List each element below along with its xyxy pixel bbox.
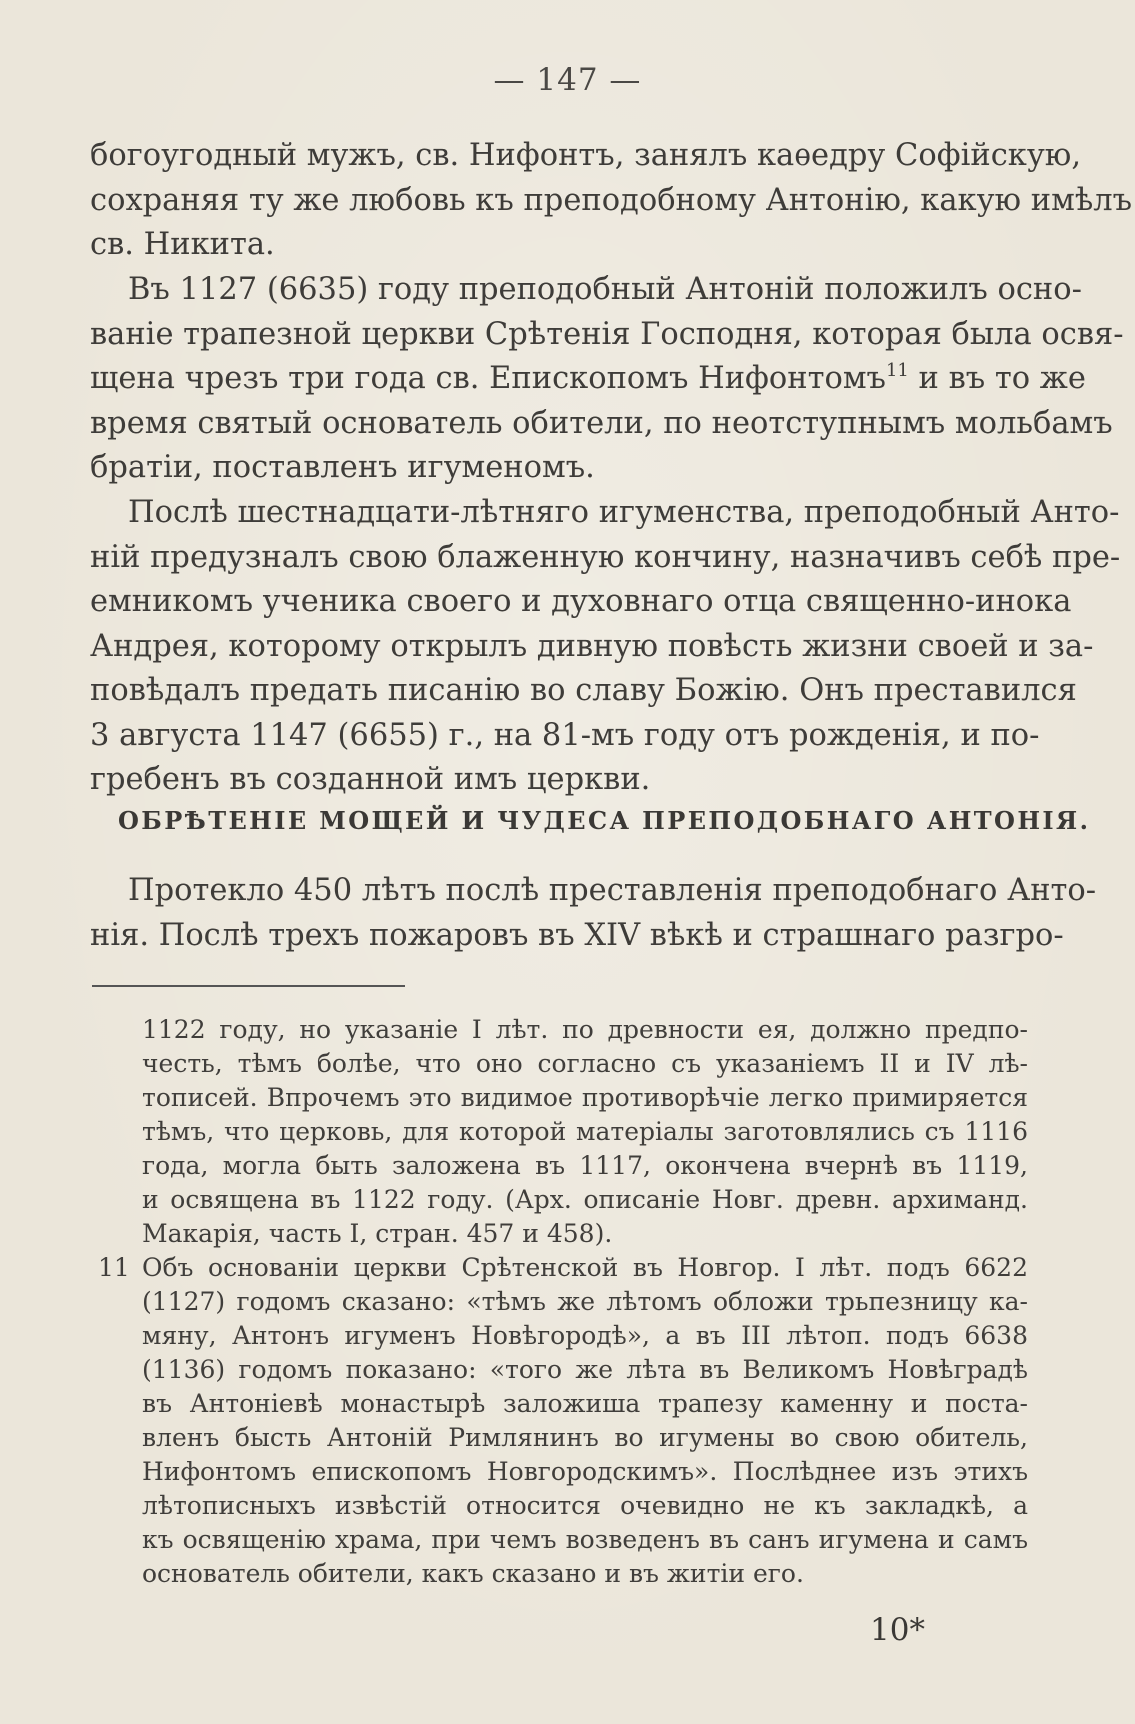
text-line: 3 августа 1147 (6655) г., на 81-мъ году отъ рожденія, и по- xyxy=(90,717,1040,753)
footnote-11 xyxy=(90,1251,1028,1591)
footnote-line: Объ основаніи церкви Срѣтенской въ Новгор. I лѣт. подъ 6622 xyxy=(142,1253,1028,1282)
text-line: емникомъ ученика своего и духовнаго отца священно-инока xyxy=(90,584,1072,619)
text-line-part: и въ то же xyxy=(908,361,1086,396)
main-text xyxy=(90,134,1133,268)
text-line: время святый основатель обители, по неотступнымъ мольбамъ xyxy=(90,405,1113,441)
paragraph-3 xyxy=(90,491,1121,803)
paragraph-2 xyxy=(90,268,1124,491)
footnote-line: вленъ бысть Антоній Римлянинъ во игумены во свою обитель, xyxy=(142,1423,1028,1452)
section-title: ОБРѢТЕНІЕ МОЩЕЙ И ЧУДЕСА ПРЕПОДОБНАГО АНТОНІЯ. xyxy=(118,806,1091,835)
text-line: нія. Послѣ трехъ пожаровъ въ XIV вѣкѣ и страшнаго разгро- xyxy=(90,917,1064,953)
footnote-line: тописей. Впрочемъ это видимое противорѣчіе легко примиряется xyxy=(142,1083,1028,1112)
footnote-line: въ Антоніевѣ монастырѣ заложиша трапезу каменну и поста- xyxy=(142,1389,1028,1418)
paragraph-4 xyxy=(90,869,1097,958)
footnote-divider xyxy=(92,985,405,987)
text-line: ній предузналъ свою блаженную кончину, назначивъ себѣ пре- xyxy=(90,539,1121,575)
footnote-ref[interactable]: 11 xyxy=(885,360,909,381)
text-line: Андрея, которому открылъ дивную повѣсть жизни своей и за- xyxy=(90,628,1094,664)
text-line: Въ 1127 (6635) году преподобный Антоній положилъ осно- xyxy=(128,272,1082,307)
text-line: братіи, поставленъ игуменомъ. xyxy=(90,450,595,485)
footnote-line: 1122 году, но указаніе I лѣт. по древности ея, должно предпо- xyxy=(142,1015,1028,1044)
footnote-line: къ освященію храма, при чемъ возведенъ въ санъ игумена и самъ xyxy=(142,1525,1028,1554)
text-line: св. Никита. xyxy=(90,227,275,262)
text-line: гребенъ въ созданной имъ церкви. xyxy=(90,762,651,797)
footnote-line: тѣмъ, что церковь, для которой матеріалы заготовлялись съ 1116 xyxy=(142,1117,1028,1146)
footnote-line: года, могла быть заложена въ 1117, окончена вчернѣ въ 1119, xyxy=(142,1151,1028,1180)
text-line-with-footnote xyxy=(90,357,1086,402)
footnote-line: Макарія, часть I, стран. 457 и 458). xyxy=(142,1219,613,1248)
text-line: повѣдалъ предать писанію во славу Божію. Онъ преставился xyxy=(90,673,1077,708)
text-line-part: щена чрезъ три года св. Епископомъ Нифонтомъ xyxy=(90,361,886,396)
text-line: Послѣ шестнадцати-лѣтняго игуменства, преподобный Анто- xyxy=(128,495,1120,530)
footnote-line: и освящена въ 1122 году. (Арх. описаніе Новг. древн. архиманд. xyxy=(142,1185,1028,1214)
footnote-line: честь, тѣмъ болѣе, что оно согласно съ указаніемъ II и IV лѣ- xyxy=(142,1049,1028,1078)
text-line: Протекло 450 лѣтъ послѣ преставленія преподобнаго Анто- xyxy=(128,873,1097,908)
footnote-line: лѣтописныхъ извѣстій относится очевидно не къ закладкѣ, а xyxy=(142,1491,1028,1520)
footnote-10-continued xyxy=(90,1013,1028,1251)
footnote-line: мяну, Антонъ игуменъ Новѣгородѣ», а въ III лѣтоп. подъ 6638 xyxy=(142,1321,1028,1350)
footnote-line: основатель обители, какъ сказано и въ житіи его. xyxy=(142,1559,804,1588)
footnote-number: 11 xyxy=(98,1253,130,1282)
signature-mark: 10* xyxy=(870,1612,925,1648)
page-number: — 147 — xyxy=(493,62,642,98)
text-line: сохраняя ту же любовь къ преподобному Антонію, какую имѣлъ xyxy=(90,182,1133,218)
text-line: богоугодный мужъ, св. Нифонтъ, занялъ каѳедру Софійскую, xyxy=(90,138,1082,173)
footnote-line: (1127) годомъ сказано: «тѣмъ же лѣтомъ обложи трьпезницу ка- xyxy=(142,1287,1028,1316)
footnote-line: (1136) годомъ показано: «того же лѣта въ Великомъ Новѣградѣ xyxy=(142,1355,1028,1384)
footnote-line: Нифонтомъ епископомъ Новгородскимъ». Послѣднее изъ этихъ xyxy=(142,1457,1028,1486)
text-line: ваніе трапезной церкви Срѣтенія Господня, которая была освя- xyxy=(90,316,1124,352)
